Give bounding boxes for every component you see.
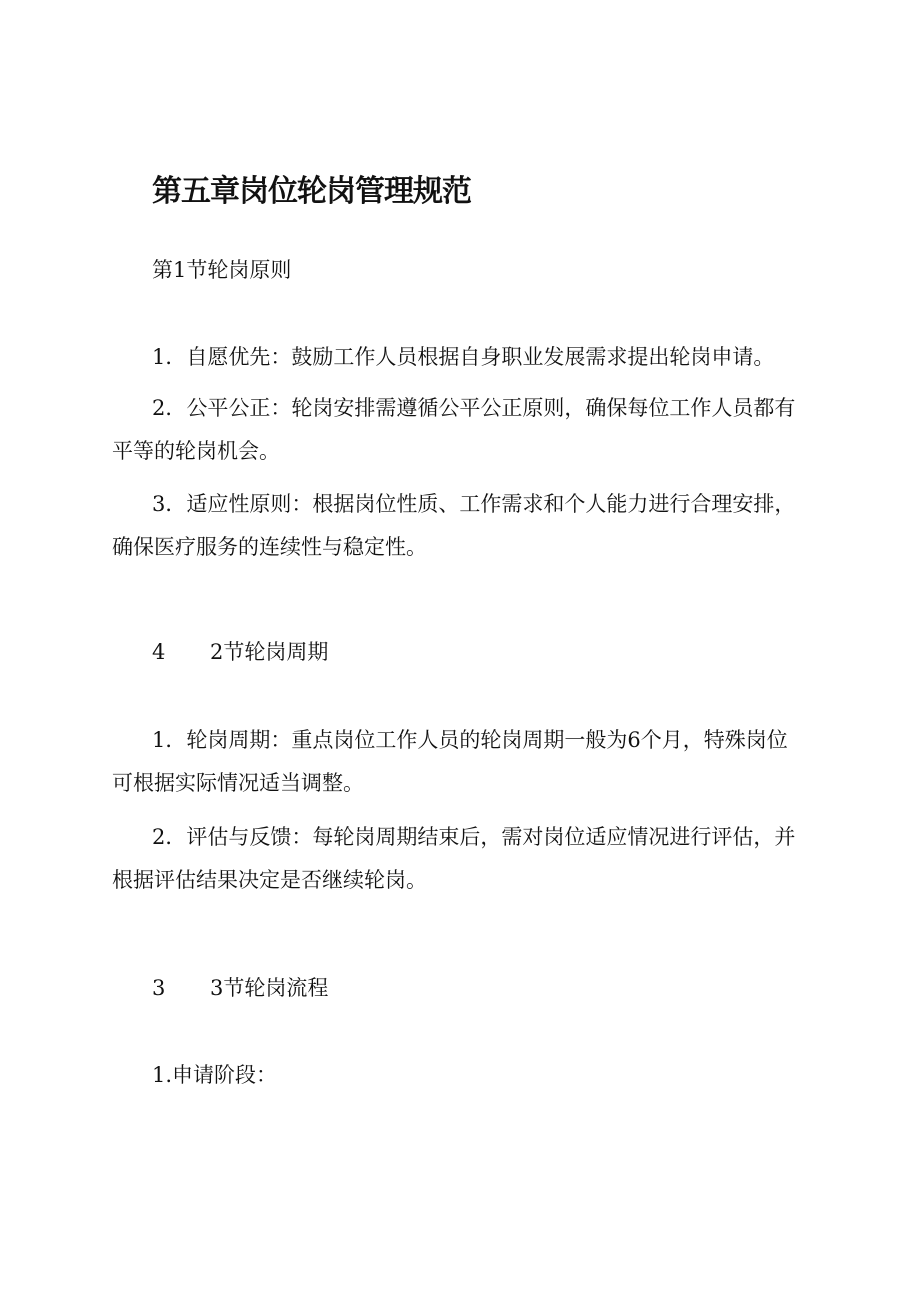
paragraph-line: 1．轮岗周期：重点岗位工作人员的轮岗周期一般为6个月，特殊岗位	[152, 728, 788, 752]
paragraph-line: 2．公平公正：轮岗安排需遵循公平公正原则，确保每位工作人员都有	[152, 396, 796, 420]
section3-item-1	[152, 1054, 812, 1097]
section-title: 第1节轮岗原则	[152, 258, 292, 282]
section-title: 2节轮岗周期	[210, 640, 329, 664]
section1-item-3	[112, 483, 812, 569]
section-number: 3	[152, 976, 166, 1000]
paragraph-line: 平等的轮岗机会。	[112, 439, 280, 463]
paragraph-line: 3．适应性原则：根据岗位性质、工作需求和个人能力进行合理安排，	[152, 492, 796, 516]
section1-item-1	[152, 336, 812, 379]
section2-item-2	[112, 816, 812, 902]
section-heading-1	[152, 254, 291, 284]
section-number: 4	[152, 640, 166, 664]
paragraph-line: 确保医疗服务的连续性与稳定性。	[112, 535, 427, 559]
section1-item-2	[112, 387, 812, 473]
section-heading-3	[152, 972, 328, 1002]
paragraph-line: 1.申请阶段：	[152, 1063, 278, 1087]
chapter-title: 第五章岗位轮岗管理规范	[152, 174, 471, 209]
paragraph-line: 2．评估与反馈：每轮岗周期结束后，需对岗位适应情况进行评估，并	[152, 825, 796, 849]
paragraph-line: 可根据实际情况适当调整。	[112, 771, 364, 795]
paragraph-line: 根据评估结果决定是否继续轮岗。	[112, 868, 427, 892]
section-title: 3节轮岗流程	[210, 976, 329, 1000]
section-heading-2	[152, 636, 328, 666]
section2-item-1	[112, 719, 812, 805]
paragraph-line: 1．自愿优先：鼓励工作人员根据自身职业发展需求提出轮岗申请。	[152, 345, 775, 369]
